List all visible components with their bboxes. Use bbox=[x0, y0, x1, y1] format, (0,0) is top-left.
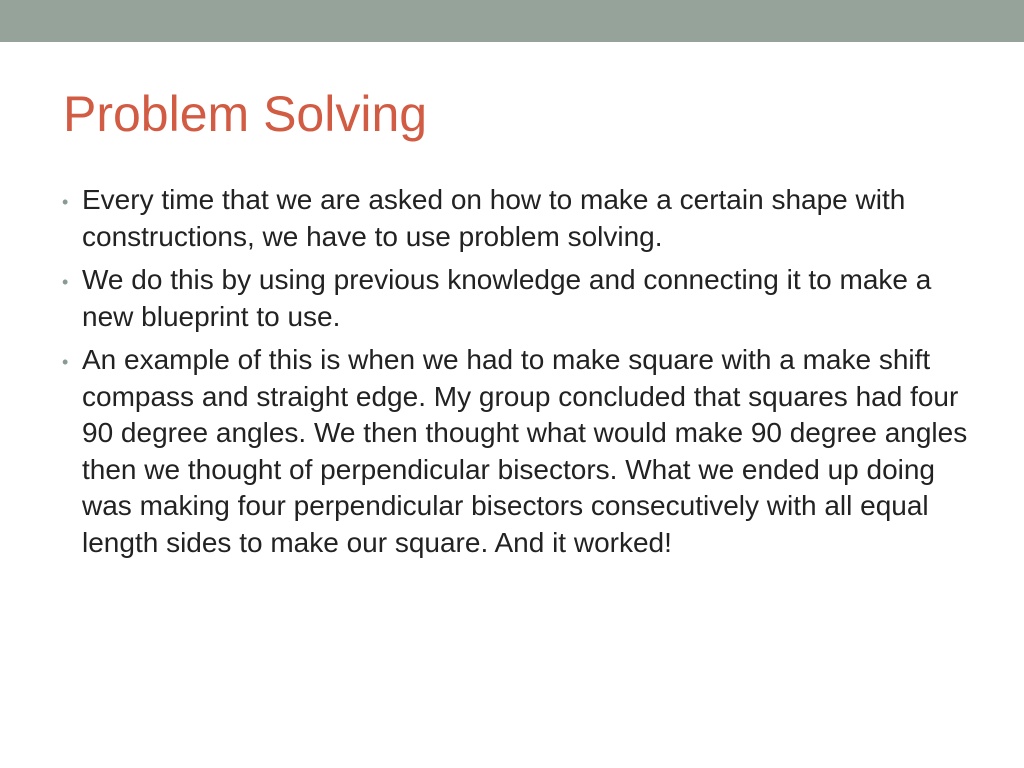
bullet-icon: • bbox=[62, 192, 69, 212]
bullet-text: An example of this is when we had to make square with a make shift compass and straight edge. My group concluded that squares had four 90 degree angles. We then thought what would make 90 degree angles then we thought of perpendicular bisectors. What we ended up doing was making four perpendicular bisectors consecutively with all equal length sides to make our square. And it worked! bbox=[82, 344, 968, 558]
bullet-text: We do this by using previous knowledge and connecting it to make a new blueprint to use. bbox=[82, 264, 932, 332]
header-band bbox=[0, 0, 1024, 42]
bullet-icon: • bbox=[62, 272, 69, 292]
bullet-item bbox=[62, 342, 972, 561]
bullet-list bbox=[62, 182, 972, 568]
bullet-item bbox=[62, 262, 972, 335]
bullet-text: Every time that we are asked on how to make a certain shape with constructions, we have to use problem solving. bbox=[82, 184, 906, 252]
slide-title: Problem Solving bbox=[63, 86, 428, 142]
bullet-icon: • bbox=[62, 352, 69, 372]
bullet-item bbox=[62, 182, 972, 255]
